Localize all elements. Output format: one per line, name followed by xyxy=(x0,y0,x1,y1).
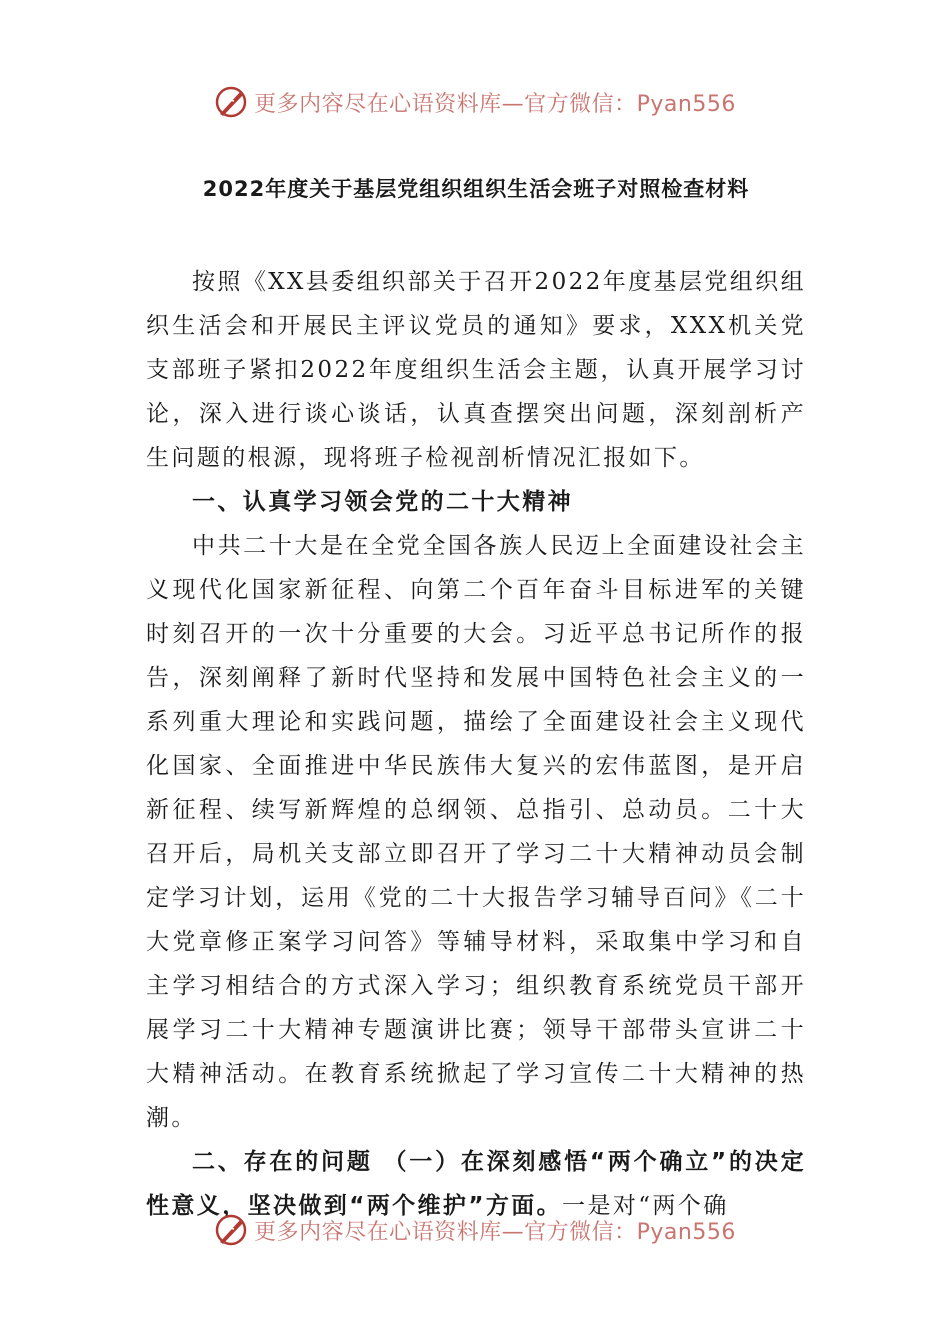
section-2-heading: 二、存在的问题 （一）在深刻感悟“两个确立”的决定性意义，坚决做到“两个维护”方面。 xyxy=(146,1149,806,1219)
watermark-banner-top xyxy=(0,80,950,124)
intro-paragraph: 按照《XX县委组织部关于召开2022年度基层党组织组织生活会和开展民主评议党员的通知》要求，XXX机关党支部班子紧扣2022年度组织生活会主题，认真开展学习讨论，深入进行谈心谈话，认真查摆突出问题，深刻剖析产生问题的根源，现将班子检视剖析情况汇报如下。 xyxy=(146,269,806,471)
pen-logo-icon xyxy=(214,85,248,119)
pen-logo-icon xyxy=(214,1213,248,1247)
section-1-paragraph: 中共二十大是在全党全国各族人民迈上全面建设社会主义现代化国家新征程、向第二个百年奋斗目标进军的关键时刻召开的一次十分重要的大会。习近平总书记所作的报告，深刻阐释了新时代坚持和发展中国特色社会主义的一系列重大理论和实践问题，描绘了全面建设社会主义现代化国家、全面推进中华民族伟大复兴的宏伟蓝图，是开启新征程、续写新辉煌的总纲领、总指引、总动员。二十大召开后，局机关支部立即召开了学习二十大精神动员会制定学习计划，运用《党的二十大报告学习辅导百问》《二十大党章修正案学习问答》等辅导材料，采取集中学习和自主学习相结合的方式深入学习；组织教育系统党员干部开展学习二十大精神专题演讲比赛；领导干部带头宣讲二十大精神活动。在教育系统掀起了学习宣传二十大精神的热潮。 xyxy=(146,533,806,1131)
watermark-text: 更多内容尽在心语资料库—官方微信：Pyan556 xyxy=(254,1219,736,1245)
watermark-text: 更多内容尽在心语资料库—官方微信：Pyan556 xyxy=(254,91,736,117)
watermark-banner-bottom xyxy=(0,1208,950,1252)
section-1-heading: 一、认真学习领会党的二十大精神 xyxy=(192,489,573,515)
section-2-text: 一是对“两个确 xyxy=(562,1193,729,1219)
document-body xyxy=(146,160,806,1228)
document-title: 2022年度关于基层党组织组织生活会班子对照检查材料 xyxy=(202,177,750,201)
